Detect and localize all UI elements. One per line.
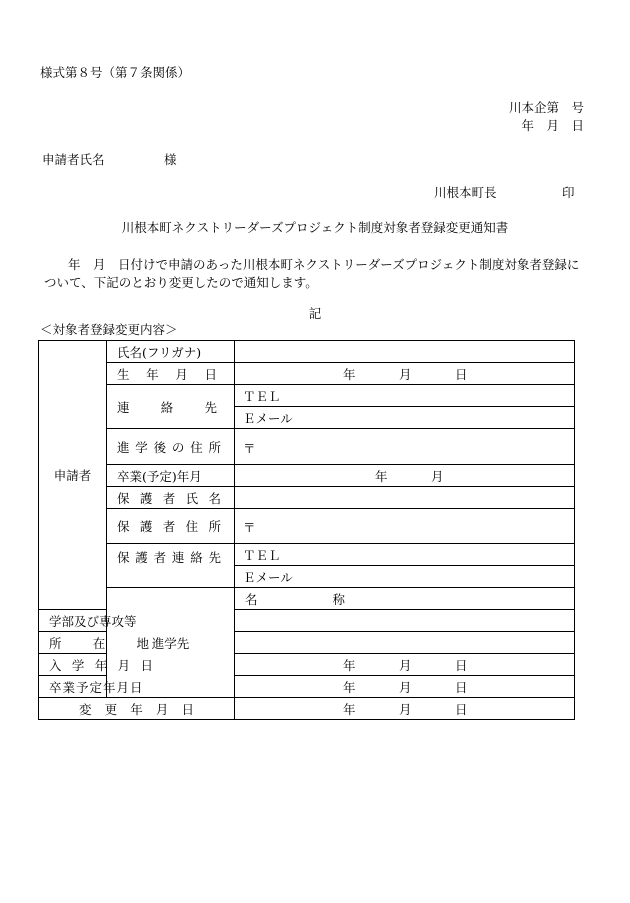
seal-mark: 印 <box>562 185 575 200</box>
label-guardian-address: 保 護 者 住 所 <box>107 509 235 544</box>
document-number: 川本企第 号 <box>508 100 584 115</box>
value-address-after[interactable]: 〒 <box>235 429 575 465</box>
category-applicant: 申請者 <box>39 341 107 610</box>
body-text: 年 月 日付けで申請のあった川根本町ネクストリーダーズプロジェクト制度対象者登録について、下記のとおり変更したので通知します。 <box>44 257 580 290</box>
honorific: 様 <box>164 152 177 167</box>
label-change-date: 変 更 年 月 日 <box>39 698 235 720</box>
value-enrollment-date[interactable]: 年 月 日 <box>235 654 575 676</box>
value-tel[interactable]: ＴＥＬ <box>235 385 575 407</box>
value-guardian-name[interactable] <box>235 487 575 509</box>
value-guardian-address[interactable]: 〒 <box>235 509 575 544</box>
value-location[interactable] <box>235 632 575 654</box>
value-birthdate[interactable]: 年 月 日 <box>235 363 575 385</box>
value-guardian-tel[interactable]: ＴＥＬ <box>235 544 575 566</box>
label-guardian-name: 保 護 者 氏 名 <box>107 487 235 509</box>
value-change-date[interactable]: 年 月 日 <box>235 698 575 720</box>
value-name-kana[interactable] <box>235 341 575 363</box>
value-graduation-planned[interactable]: 年 月 日 <box>235 676 575 698</box>
document-date: 年 月 日 <box>521 118 584 133</box>
label-contact: 連 絡 先 <box>107 385 235 429</box>
label-enrollment-date: 入 学 年 月 日 <box>39 654 107 676</box>
issuer: 川根本町長 <box>434 185 497 200</box>
value-email[interactable]: Ｅメール <box>235 407 575 429</box>
category-school: 進学先 <box>107 588 235 698</box>
change-content-table <box>38 340 575 720</box>
label-school-name: 名 称 <box>235 588 575 610</box>
content-label: ＜対象者登録変更内容＞ <box>40 322 178 337</box>
label-birthdate: 生 年 月 日 <box>107 363 235 385</box>
label-faculty: 学部及び専攻等 <box>39 610 107 632</box>
label-graduation: 卒業(予定)年月 <box>107 465 235 487</box>
label-name-kana: 氏名(フリガナ) <box>107 341 235 363</box>
document-title: 川根本町ネクストリーダーズプロジェクト制度対象者登録変更通知書 <box>121 220 509 235</box>
form-number: 様式第８号（第７条関係） <box>40 65 191 80</box>
ki-heading: 記 <box>308 306 322 321</box>
label-address-after: 進 学 後 の 住 所 <box>107 429 235 465</box>
label-graduation-planned: 卒業予定年月日 <box>39 676 107 698</box>
value-faculty[interactable] <box>235 610 575 632</box>
label-guardian-contact: 保 護 者 連 絡 先 <box>107 544 235 588</box>
applicant-name-label: 申請者氏名 <box>42 152 105 167</box>
label-location: 所 在 地 <box>39 632 107 654</box>
value-graduation[interactable]: 年 月 <box>235 465 575 487</box>
value-guardian-email[interactable]: Ｅメール <box>235 566 575 588</box>
